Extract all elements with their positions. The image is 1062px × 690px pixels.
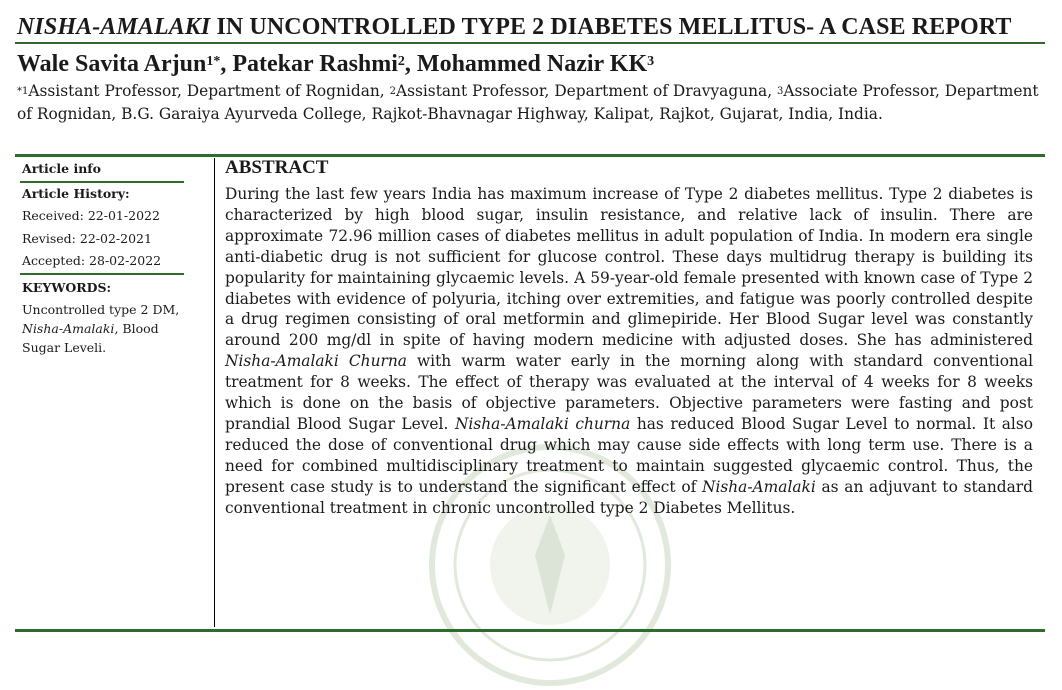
abstract-text: During the last few years India has maximum increase of Type 2 diabetes mellitus. Type 2 diabetes is characterized by high blood sugar, insulin resistance, and relative lack of insulin. There are approximate 72.96 million cases of diabetes mellitus in adult population of India. In modern era single anti-diabetic drug is not sufficient for glucose control. These days multidrug therapy is building its popularity for maintaining glycaemic levels. A 59-year-old female presented with known case of Type 2 diabetes with evidence of polyuria, itching over extremities, and fatigue was poorly controlled despite a drug regimen consisting of oral metformin and glimepiride. Her Blood Sugar level was constantly around 200 mg/dl in spite of having modern medicine with adjusted doses. She has administered <box>225 185 1033 350</box>
author-name: Mohammed Nazir KK <box>416 51 648 77</box>
article-info-heading: Article info <box>22 161 102 176</box>
paper-title <box>17 12 1047 42</box>
title-divider <box>15 42 1045 44</box>
author-mark: 3 <box>647 54 655 69</box>
abstract-italic: Nisha-Amalaki churna <box>454 414 631 433</box>
keywords-heading: KEYWORDS: <box>22 279 112 295</box>
author-mark: 1* <box>206 54 221 69</box>
affiliations <box>17 80 1042 126</box>
keyword-text: Uncontrolled type 2 DM, <box>22 302 180 317</box>
author-name: Wale Savita Arjun <box>17 51 207 77</box>
revised-date: Revised: 22-02-2021 <box>22 230 152 246</box>
footer-divider <box>15 629 1045 632</box>
received-date: Received: 22-01-2022 <box>22 208 160 223</box>
affil-mark: 3 <box>776 86 784 97</box>
column-divider <box>214 158 215 627</box>
author-name: Patekar Rashmi <box>232 51 398 77</box>
abstract-text: has reduced Blood Sugar Level to normal. It also reduced the dose of conventional drug which may cause side effects with long term use. There is a need for combined multidisciplinary treatment to maintain suggested glycaemic control. Thus, the present case study is to understand the significant effect of <box>225 414 1033 496</box>
article-history-label: Article History: <box>22 185 130 201</box>
abstract-section <box>225 156 1033 519</box>
abstract-heading: ABSTRACT <box>225 157 329 178</box>
author-list: Wale Savita Arjun$^{1*}$, Patekar Rashmi$^2$, Mohammed Nazir $KK^3$ <box>17 51 655 77</box>
abstract-body <box>225 184 1033 519</box>
accepted-date: Accepted: 28-02-2022 <box>22 253 162 268</box>
affil-text: Assistant Professor, Department of Rognidan, <box>28 82 390 100</box>
affil-text: Assistant Professor, Department of Dravyaguna, <box>395 82 777 100</box>
affil-mark: *1 <box>17 86 29 97</box>
keywords-list <box>22 300 184 357</box>
abstract-text: with warm water early in the morning along with standard conventional treatment for 8 weeks. The effect of therapy was evaluated at the interval of 4 weeks for 8 weeks which is done on the basis of objective parameters. Objective parameters were fasting and post prandial Blood Sugar Level. <box>225 352 1033 433</box>
abstract-italic: Nisha-Amalaki <box>701 477 816 496</box>
keyword-text: , Blood Sugar Leveli. <box>22 321 159 355</box>
abstract-text: as an adjuvant to standard conventional treatment in chronic uncontrolled type 2 Diabetes Mellitus. <box>225 477 1033 517</box>
affil-mark: 2 <box>389 86 396 97</box>
title-rest: IN UNCONTROLLED TYPE 2 DIABETES MELLITUS- A CASE REPORT <box>210 14 1012 40</box>
affil-text: Associate Professor, Department of Rognidan, B.G. Garaiya Ayurveda College, Rajkot-Bhavnagar Highway, Kalipat, Rajkot, Gujarat, India, India. <box>17 82 1039 123</box>
keywords-divider <box>20 273 184 275</box>
keyword-italic: Nisha-Amalaki <box>22 321 115 336</box>
title-italic-part: NISHA-AMALAKI <box>17 14 211 40</box>
article-info-panel <box>22 158 184 357</box>
author-mark: 2 <box>397 54 405 69</box>
abstract-italic: Nisha-Amalaki Churna <box>225 352 407 371</box>
